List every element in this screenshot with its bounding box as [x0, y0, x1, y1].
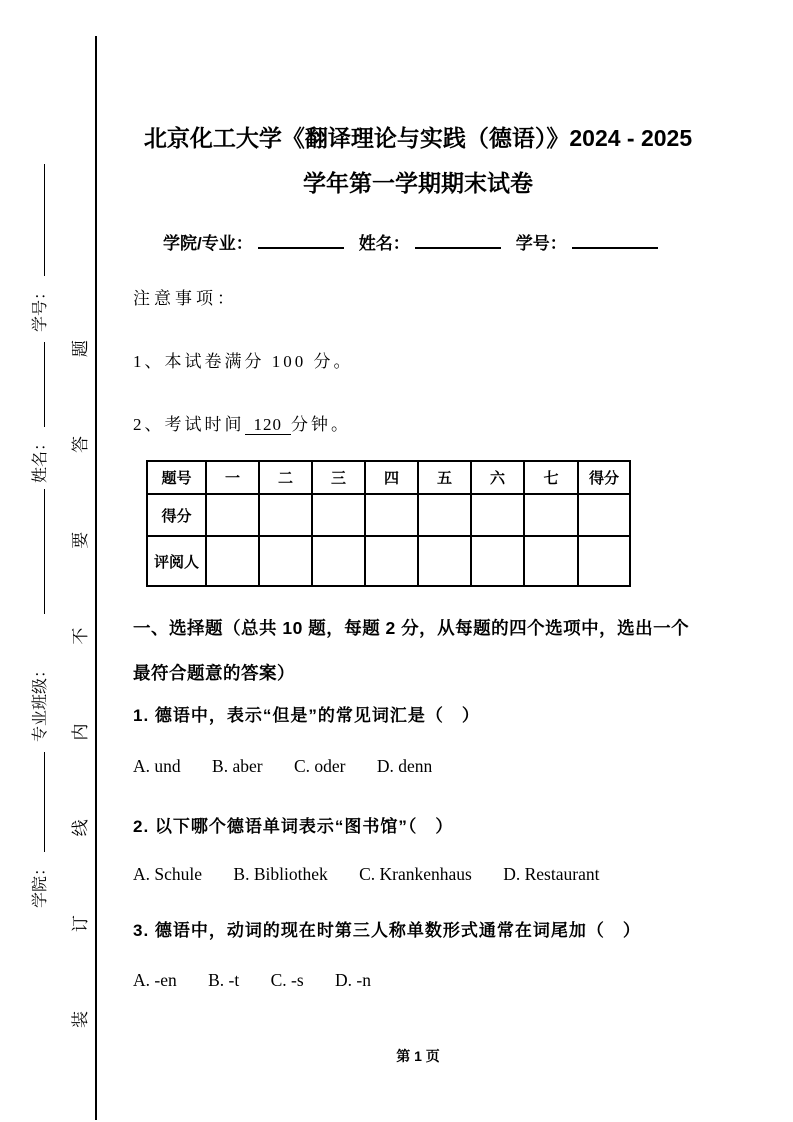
header-cell: 四 [365, 461, 418, 494]
reviewer-cell-empty [206, 536, 259, 586]
section-1-heading [133, 606, 733, 696]
reviewer-cell-empty [418, 536, 471, 586]
header-cell: 七 [524, 461, 578, 494]
header-cell: 五 [418, 461, 471, 494]
seal-char: 不 [71, 627, 90, 645]
side-field-label-id: 学号： [32, 283, 49, 332]
notice-item-1: 1、本试卷满分 100 分。 [133, 352, 354, 371]
exam-title-line2: 学年第一学期期末试卷 [303, 170, 533, 196]
score-table [146, 460, 631, 587]
seal-char: 题 [71, 340, 90, 358]
notice-item-2-prefix: 2、考试时间 [133, 415, 245, 434]
section-1-heading-line1: 一、选择题（总共 10 题，每题 2 分，从每题的四个选项中，选出一个 [133, 618, 690, 638]
reviewer-row [147, 536, 630, 586]
side-field-blank-class [27, 489, 45, 614]
side-field-blank-id [27, 164, 45, 276]
score-row [147, 494, 630, 536]
header-cell: 二 [259, 461, 312, 494]
header-cell: 三 [312, 461, 365, 494]
score-cell-empty [418, 494, 471, 536]
seal-char: 订 [71, 915, 90, 933]
info-blank-major [258, 230, 344, 249]
header-cell: 题号 [147, 461, 206, 494]
header-cell: 得分 [578, 461, 630, 494]
exam-title [110, 116, 726, 206]
side-field-label-name: 姓名： [32, 434, 49, 483]
question-3-stem: 3. 德语中，动词的现在时第三人称单数形式通常在词尾加（ ） [133, 921, 641, 940]
score-cell-empty [578, 494, 630, 536]
reviewer-cell-empty [578, 536, 630, 586]
exam-duration-value: 120 [245, 415, 292, 435]
info-label-id: 学号： [515, 234, 567, 253]
option-c: C. oder [293, 756, 346, 776]
score-cell-empty [471, 494, 524, 536]
seal-char: 装 [71, 1011, 90, 1028]
option-c: C. Krankenhaus [359, 864, 472, 884]
info-label-name: 姓名： [358, 234, 410, 253]
option-d: D. Restaurant [503, 864, 600, 884]
option-b: B. -t [208, 970, 240, 990]
score-cell-empty [312, 494, 365, 536]
option-b: B. Bibliothek [233, 864, 328, 884]
seal-char: 线 [71, 819, 90, 837]
seal-char: 答 [71, 435, 90, 453]
section-1-heading-line2: 最符合题意的答案） [133, 663, 295, 683]
question-2-stem: 2. 以下哪个德语单词表示“图书馆”（ ） [133, 817, 454, 836]
header-cell: 六 [471, 461, 524, 494]
reviewer-cell-empty [312, 536, 365, 586]
reviewer-cell-empty [524, 536, 578, 586]
notice-item-2 [133, 410, 351, 435]
score-cell-empty [524, 494, 578, 536]
exam-title-line1: 北京化工大学《翻译理论与实践（德语）》2024 - 2025 [143, 125, 693, 151]
question-2-options [133, 864, 753, 885]
score-row-label: 得分 [147, 494, 206, 536]
reviewer-cell-empty [365, 536, 418, 586]
seal-char: 要 [71, 531, 90, 549]
side-field-label-class: 专业班级： [32, 661, 49, 742]
page-number: 第 1 页 [396, 1048, 440, 1064]
header-cell: 一 [206, 461, 259, 494]
score-table-header-row [147, 461, 630, 494]
reviewer-cell-empty [471, 536, 524, 586]
score-cell-empty [365, 494, 418, 536]
reviewer-row-label: 评阅人 [147, 536, 206, 586]
info-blank-id [572, 230, 658, 249]
info-blank-name [415, 230, 501, 249]
binding-seal-text [66, 324, 96, 1044]
notice-heading: 注意事项： [133, 289, 238, 308]
question-1-stem: 1. 德语中，表示“但是”的常见词汇是（ ） [133, 706, 480, 725]
info-label-major: 学院/专业： [163, 234, 253, 253]
option-d: D. denn [376, 756, 433, 776]
notice-item-2-suffix: 分钟。 [291, 415, 351, 434]
score-cell-empty [259, 494, 312, 536]
binding-student-fields [26, 108, 56, 908]
question-1-options [133, 756, 753, 777]
score-cell-empty [206, 494, 259, 536]
reviewer-cell-empty [259, 536, 312, 586]
side-field-blank-college [27, 752, 45, 852]
side-field-blank-name [27, 342, 45, 427]
seal-char: 内 [71, 723, 90, 741]
question-3-options [133, 970, 753, 991]
option-d: D. -n [335, 970, 372, 990]
option-a: A. -en [133, 970, 177, 990]
student-info-line [163, 229, 658, 254]
option-c: C. -s [270, 970, 304, 990]
option-b: B. aber [212, 756, 263, 776]
side-field-label-college: 学院： [32, 859, 49, 908]
option-a: A. Schule [133, 864, 203, 884]
option-a: A. und [133, 756, 181, 776]
